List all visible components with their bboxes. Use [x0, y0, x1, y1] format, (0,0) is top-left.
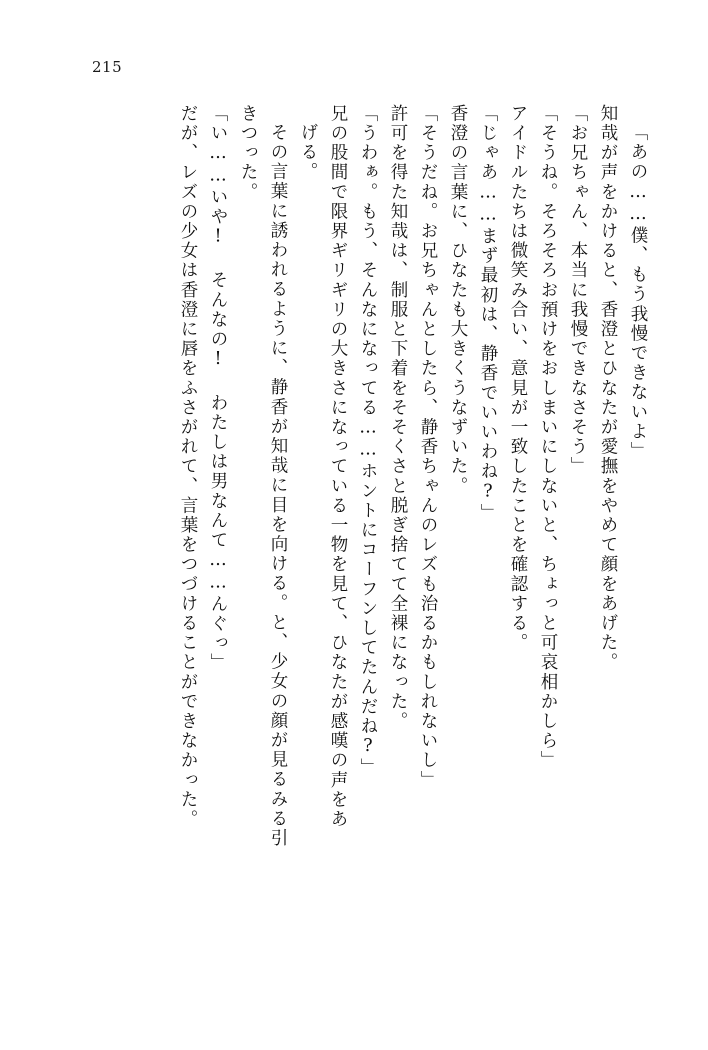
text-line: 兄の股間で限界ギリギリの大きさになっている一物を見て、ひなたが感嘆の声をあ	[328, 104, 348, 830]
text-line: アイドルたちは微笑み合い、意見が一致したことを確認する。	[508, 104, 528, 653]
text-line: げる。	[298, 123, 318, 182]
text-line: 香澄の言葉に、ひなたも大きくうなずいた。	[448, 104, 468, 496]
text-line: 「あの……僕、もう我慢できないよ」	[628, 123, 648, 462]
text-line: 「そうね。そろそろお預けをおしまいにしないと、ちょっと可哀相かしら」	[538, 104, 558, 771]
text-line: 「い……いや! そんなの! わたしは男なんて……んぐっ」	[208, 104, 228, 673]
text-line: 「そうだね。お兄ちゃんとしたら、静香ちゃんのレズも治るかもしれないし」	[418, 104, 438, 790]
text-line: 「うわぁ。もう、そんなになってる……ホントにコーフンしてたんだね?」	[358, 104, 378, 778]
text-line: 「お兄ちゃん、本当に我慢できなさそう」	[568, 104, 588, 477]
text-line: だが、レズの少女は香澄に唇をふさがれて、言葉をつづけることができなかった。	[178, 104, 198, 830]
text-line: きつった。	[238, 104, 258, 202]
page-number: 215	[92, 58, 123, 76]
text-line: その言葉に誘われるように、静香が知哉に目を向ける。と、少女の顔が見るみる引	[268, 123, 288, 849]
text-line: 「じゃあ……まず最初は、静香でいいわね?」	[478, 104, 498, 524]
text-line: 知哉が声をかけると、香澄とひなたが愛撫をやめて顔をあげた。	[598, 104, 618, 673]
page-body-text	[46, 104, 646, 960]
text-line: 許可を得た知哉は、制服と下着をそそくさと脱ぎ捨てて全裸になった。	[388, 104, 408, 732]
